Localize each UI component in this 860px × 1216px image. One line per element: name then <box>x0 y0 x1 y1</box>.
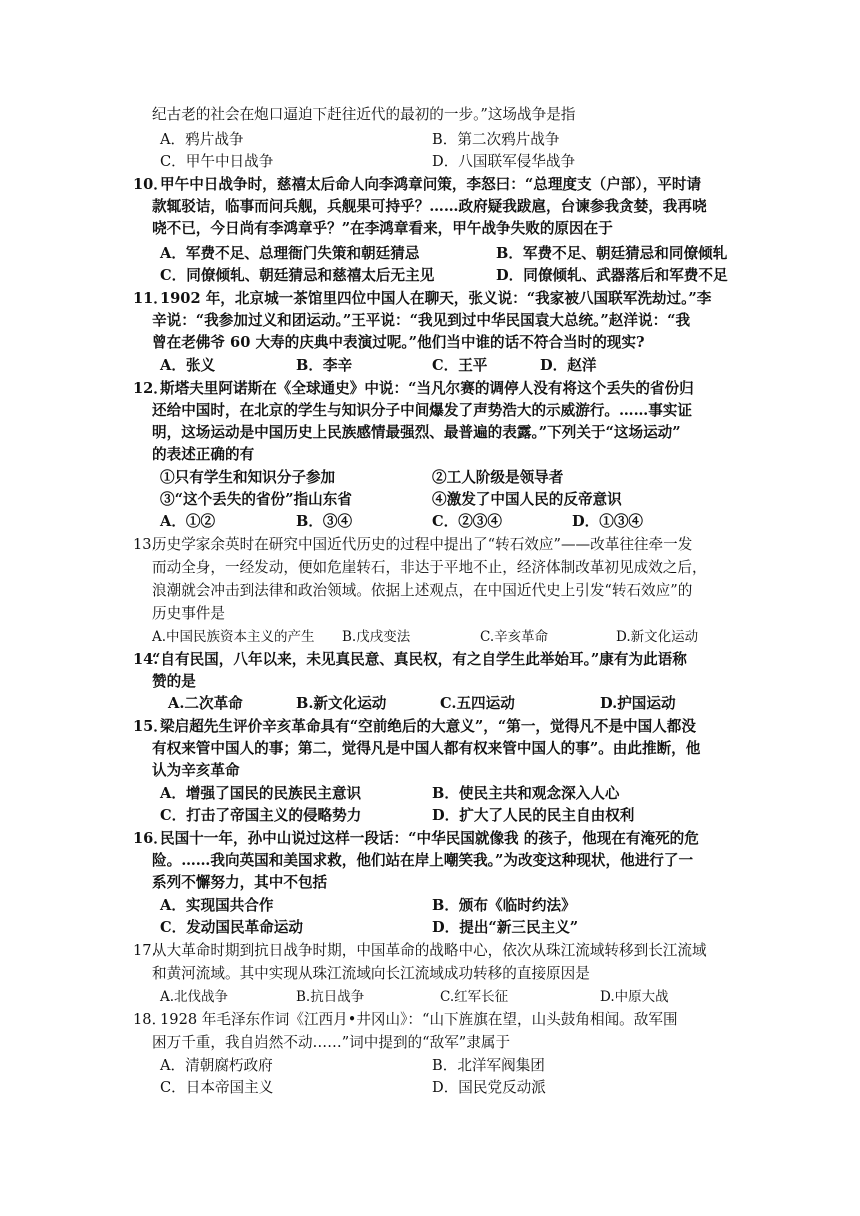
q12-statement-1: ①只有学生和知识分子参加 <box>160 469 336 486</box>
q10-option-c: C．同僚倾轧、朝廷猜忌和慈禧太后无主见 <box>160 267 435 284</box>
q17-option-b: B.抗日战争 <box>296 989 365 1005</box>
q13-option-d: D.新文化运动 <box>616 629 699 645</box>
q15-stem-line-1: 梁启超先生评价辛亥革命具有“空前绝后的大意义”，“第一，觉得凡不是中国人都没 <box>160 718 696 735</box>
q12-option-d: D．①③④ <box>572 513 644 530</box>
q17-option-d: D.中原大战 <box>600 989 669 1005</box>
q12-option-b: B．③④ <box>296 513 353 530</box>
q10-option-d: D．同僚倾轧、武器落后和军费不足 <box>496 267 728 284</box>
q16-stem-line-2: 险。……我向英国和美国求救，他们站在岸上嘲笑我。”为改变这种现状，他进行了一 <box>152 852 694 869</box>
q11-stem-line-2: 辛说：“我参加过义和团运动。”王平说：“我见到过中华民国袁大总统。”赵洋说：“我 <box>152 312 691 329</box>
q14-stem-line-1: “自有民国，八年以来，未见真民意、真民权，有之自学生此举始耳。”康有为此语称 <box>152 651 687 668</box>
q14-option-a: A.二次革命 <box>168 695 243 712</box>
q11-option-b: B．李辛 <box>296 357 353 374</box>
q12-statement-2: ②工人阶级是领导者 <box>432 469 564 486</box>
q15-number: 15． <box>133 718 168 735</box>
q12-statement-4: ④激发了中国人民的反帝意识 <box>432 491 622 508</box>
q15-option-a: A．增强了国民的民族民主意识 <box>160 785 362 802</box>
q14-number: 14. <box>133 651 159 668</box>
q15-stem-line-2: 有权来管中国人的事；第二，觉得凡是中国人都有权来管中国人的事”。由此推断，他 <box>152 740 701 757</box>
q18-option-d: D．国民党反动派 <box>432 1079 546 1096</box>
q18-number: 18． <box>133 1011 167 1028</box>
q14-option-b: B.新文化运动 <box>296 695 387 712</box>
q10-number: 10． <box>133 176 168 193</box>
q18-option-c: C．日本帝国主义 <box>160 1079 274 1096</box>
q14-option-c: C.五四运动 <box>440 695 515 712</box>
q9-option-b: B．第二次鸦片战争 <box>432 131 560 148</box>
q11-number: 11． <box>133 290 168 307</box>
q18-stem-line-2: 困万千重，我自岿然不动……”词中提到的“敌军”隶属于 <box>152 1034 511 1051</box>
q16-option-b: B．颁布《临时约法》 <box>432 897 576 914</box>
q17-stem-line-2: 和黄河流域。其中实现从珠江流域向长江流域成功转移的直接原因是 <box>152 965 590 982</box>
q12-stem-line-4: 的表述正确的有 <box>152 446 255 463</box>
q10-option-a: A．军费不足、总理衙门失策和朝廷猜忌 <box>160 245 420 262</box>
q18-option-a: A．清朝腐朽政府 <box>160 1057 273 1074</box>
q10-stem-line-3: 哓不已，今日尚有李鸿章乎？”在李鸿章看来，甲午战争失败的原因在于 <box>152 220 613 237</box>
q16-option-c: C．发动国民革命运动 <box>160 919 303 936</box>
q11-option-a: A．张义 <box>160 357 216 374</box>
q12-option-a: A．①② <box>160 513 216 530</box>
q18-option-b: B．北洋军阀集团 <box>432 1057 545 1074</box>
q17-option-a: A.北伐战争 <box>160 989 229 1005</box>
q12-number: 12． <box>133 380 168 397</box>
q12-statement-3: ③“这个丢失的省份”指山东省 <box>160 491 352 508</box>
q15-option-d: D．扩大了人民的民主自由权利 <box>432 807 635 824</box>
q10-stem-line-2: 款辄驳诘，临事而问兵舰，兵舰果可持乎？……政府疑我跋扈，台谏参我贪婪，我再哓 <box>152 198 707 215</box>
q17-option-c: C.红军长征 <box>440 989 509 1005</box>
q17-number: 17. <box>133 942 157 959</box>
q15-stem-line-3: 认为辛亥革命 <box>152 762 240 779</box>
q12-option-c: C．②③④ <box>432 513 502 530</box>
q14-option-d: D.护国运动 <box>600 695 676 712</box>
q13-stem-line-1: 历史学家余英时在研究中国近代历史的过程中提出了“转石效应”——改革往往牵一发 <box>152 536 693 553</box>
q11-stem-line-1: 1902 年，北京城一茶馆里四位中国人在聊天，张义说：“我家被八国联军洗劫过。”李 <box>160 290 712 307</box>
q11-option-c: C．王平 <box>432 357 488 374</box>
q16-option-a: A．实现国共合作 <box>160 897 274 914</box>
q12-stem-line-2: 还给中国时，在北京的学生与知识分子中间爆发了声势浩大的示威游行。……事实证 <box>152 402 692 419</box>
q18-stem-line-1: 1928 年毛泽东作词《江西月•井冈山》：“山下旌旗在望，山头鼓角相闻。敌军围 <box>160 1011 678 1028</box>
q9-stem-tail: 纪古老的社会在炮口逼迫下赶往近代的最初的一步。”这场战争是指 <box>152 106 576 123</box>
q11-option-d: D．赵洋 <box>540 357 597 374</box>
q12-stem-line-3: 明，这场运动是中国历史上民族感情最强烈、最普遍的表露。”下列关于“这场运动” <box>152 424 681 441</box>
q13-stem-line-4: 历史事件是 <box>152 605 225 622</box>
q13-option-b: B.戊戌变法 <box>342 629 411 645</box>
q16-stem-line-1: 民国十一年，孙中山说过这样一段话：“中华民国就像我 的孩子，他现在有淹死的危 <box>160 830 699 847</box>
q9-option-d: D．八国联军侵华战争 <box>432 153 576 170</box>
q14-stem-line-2: 赞的是 <box>152 673 196 690</box>
q9-option-c: C．甲午中日战争 <box>160 153 274 170</box>
q10-stem-line-1: 甲午中日战争时，慈禧太后命人向李鸿章问策，李怒曰：“总理度支（户部），平时请 <box>160 176 702 193</box>
q15-option-b: B．使民主共和观念深入人心 <box>432 785 620 802</box>
q13-option-c: C.辛亥革命 <box>480 629 549 645</box>
q16-stem-line-3: 系列不懈努力，其中不包括 <box>152 874 328 891</box>
q9-option-a: A．鸦片战争 <box>160 131 244 148</box>
q11-stem-line-3: 曾在老佛爷 60 大寿的庆典中表演过呢。”他们当中谁的话不符合当时的现实? <box>152 334 645 351</box>
q12-stem-line-1: 斯塔夫里阿诺斯在《全球通史》中说：“当凡尔赛的调停人没有将这个丢失的省份归 <box>160 380 694 397</box>
q16-number: 16． <box>133 830 168 847</box>
q13-stem-line-3: 浪潮就会冲击到法律和政治领域。依据上述观点，在中国近代史上引发“转石效应”的 <box>152 582 693 599</box>
q16-option-d: D．提出“新三民主义” <box>432 919 579 936</box>
q13-option-a: A.中国民族资本主义的产生 <box>152 629 315 645</box>
q17-stem-line-1: 从大革命时期到抗日战争时期，中国革命的战略中心，依次从珠江流域转移到长江流域 <box>152 942 707 959</box>
q15-option-c: C．打击了帝国主义的侵略势力 <box>160 807 362 824</box>
q13-stem-line-2: 而动全身，一经发动，便如危崖转石，非达于平地不止，经济体制改革初见成效之后， <box>152 559 707 576</box>
q10-option-b: B．军费不足、朝廷猜忌和同僚倾轧 <box>496 245 728 262</box>
q13-number: 13. <box>133 536 157 553</box>
